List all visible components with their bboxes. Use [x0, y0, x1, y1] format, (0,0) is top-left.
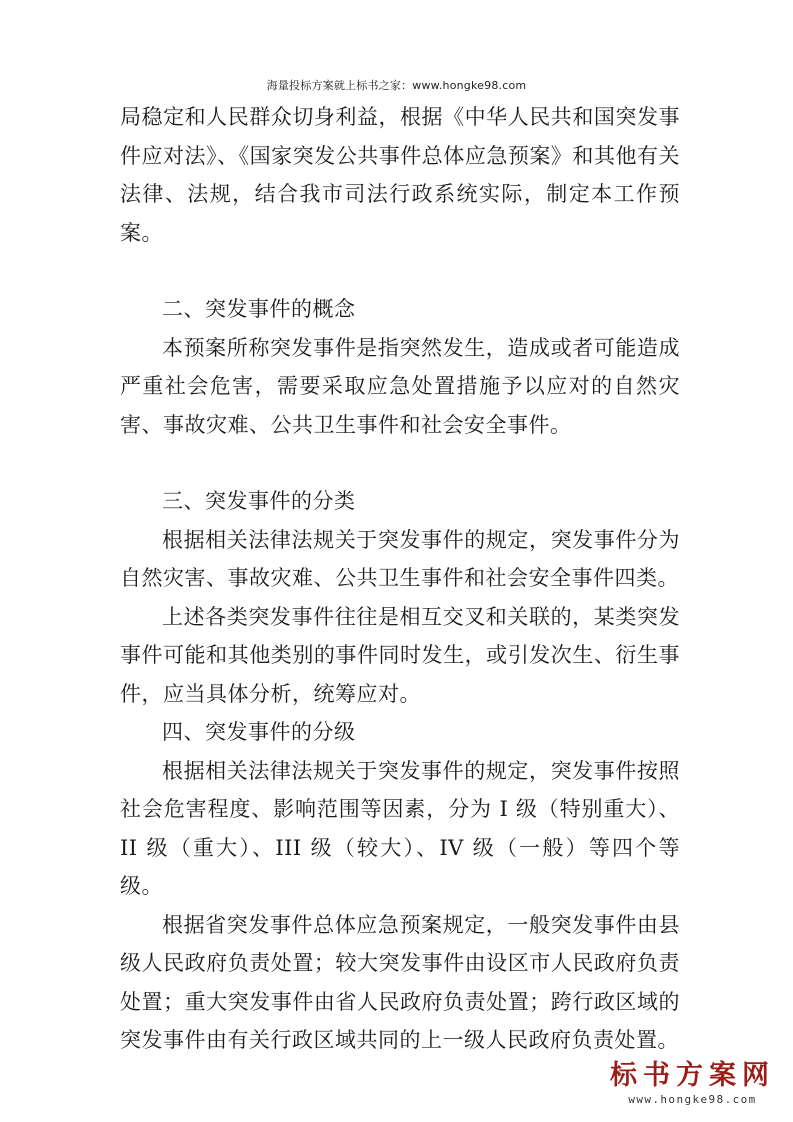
watermark-url: www.hongke98.com	[628, 1093, 757, 1106]
site-watermark	[610, 1061, 775, 1106]
paragraph-intro-continuation: 局稳定和人民群众切身利益，根据《中华人民共和国突发事件应对法》、《国家突发公共事件总体应急预案》和其他有关法律、法规，结合我市司法行政系统实际，制定本工作预案。	[120, 105, 680, 245]
section-gap	[120, 252, 680, 290]
paragraph-concept: 本预案所称突发事件是指突然发生，造成或者可能造成严重社会危害，需要采取应急处置措施予以应对的自然灾害、事故灾难、公共卫生事件和社会安全事件。	[120, 335, 680, 437]
paragraph-classification: 根据相关法律法规关于突发事件的规定，突发事件分为自然灾害、事故灾难、公共卫生事件和社会安全事件四类。	[120, 527, 680, 590]
paragraph-grading: 根据相关法律法规关于突发事件的规定，突发事件按照社会危害程度、影响范围等因素，分为 I 级（特别重大）、II 级（重大）、III 级（较大）、IV 级（一般）等四个等级。	[120, 758, 680, 898]
paragraph-classification-relation: 上述各类突发事件往往是相互交叉和关联的，某类突发事件可能和其他类别的事件同时发生，或引发次生、衍生事件，应当具体分析，统筹应对。	[120, 604, 680, 706]
section-gap	[120, 444, 680, 482]
section-heading-concept: 二、突发事件的概念	[162, 297, 356, 321]
document-body	[120, 98, 680, 1060]
page-header: 海量投标方案就上标书之家：www.hongke98.com	[266, 79, 527, 92]
paragraph-grading-responsibility: 根据省突发事件总体应急预案规定，一般突发事件由县级人民政府负责处置；较大突发事件由设区市人民政府负责处置；重大突发事件由省人民政府负责处置；跨行政区域的突发事件由有关行政区域共同的上一级人民政府负责处置。	[120, 912, 680, 1052]
watermark-title: 标书方案网	[610, 1060, 775, 1091]
section-heading-grading: 四、突发事件的分级	[162, 720, 356, 744]
section-heading-classification: 三、突发事件的分类	[162, 489, 356, 513]
